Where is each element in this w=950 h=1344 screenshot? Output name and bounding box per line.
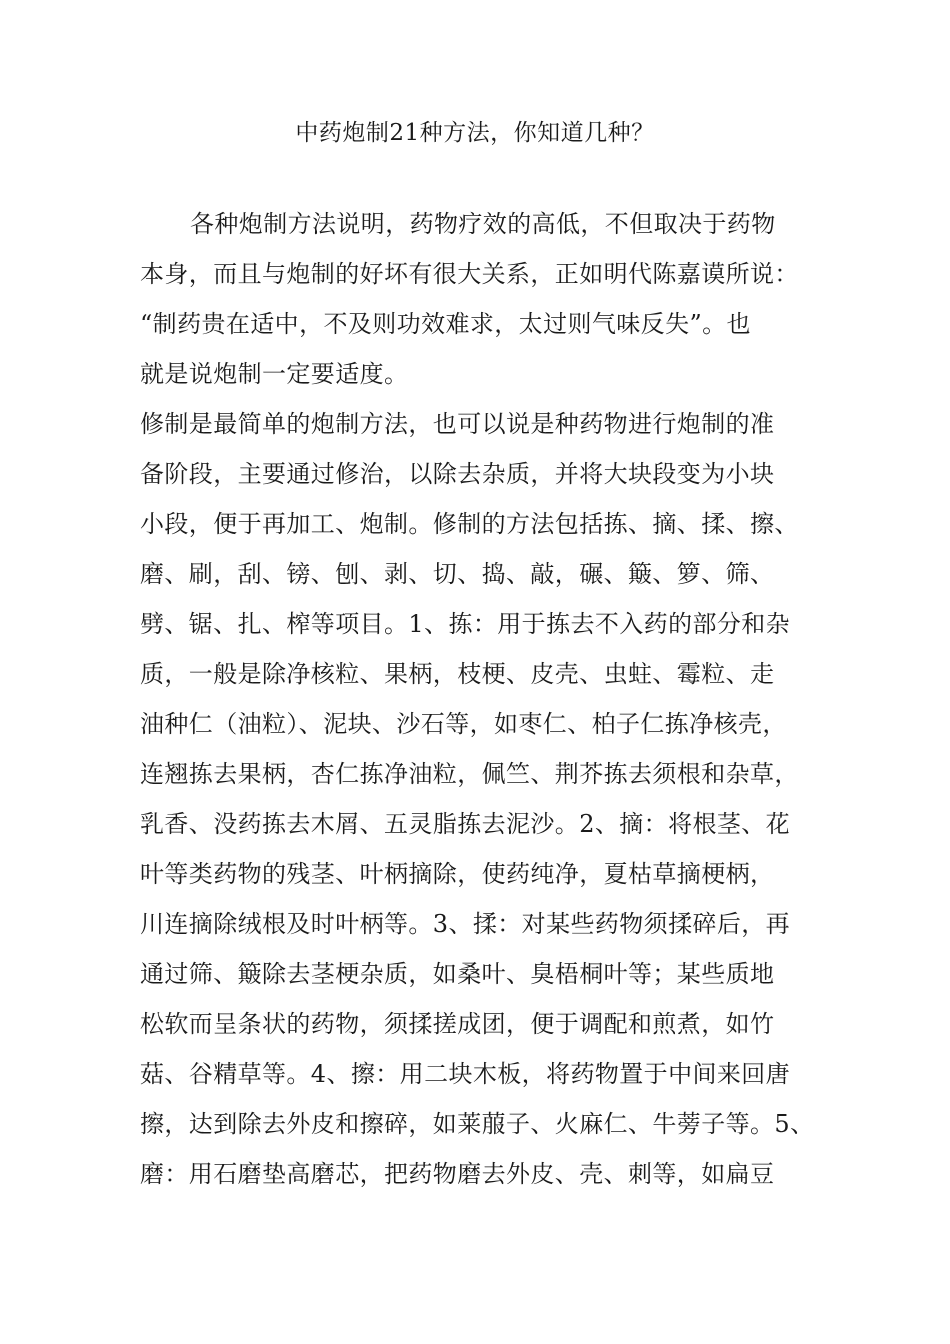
paragraph-line: 备阶段，主要通过修治，以除去杂质，并将大块段变为小块 [140,460,775,488]
paragraph-line: 松软而呈条状的药物，须揉搓成团，便于调配和煎煮，如竹 [140,1010,775,1038]
paragraph-line: 磨：用石磨垫高磨芯，把药物磨去外皮、壳、刺等，如扁豆 [140,1160,775,1188]
paragraph-line: 叶等类药物的残茎、叶柄摘除，使药纯净，夏枯草摘梗柄， [140,860,775,888]
paragraph-line: 油种仁（油粒）、泥块、沙石等，如枣仁、柏子仁拣净核壳， [140,710,787,738]
paragraph-line: 乳香、没药拣去木屑、五灵脂拣去泥沙。2、摘：将根茎、花 [140,810,791,838]
paragraph-line: 劈、锯、扎、榨等项目。1、拣：用于拣去不入药的部分和杂 [140,610,791,638]
paragraph-line: 就是说炮制一定要适度。 [140,360,409,388]
paragraph-line: 小段，便于再加工、炮制。修制的方法包括拣、摘、揉、擦、 [140,510,799,538]
document-title: 中药炮制21种方法，你知道几种？ [295,120,655,146]
paragraph-line: 磨、刷，刮、镑、刨、剥、切、捣、敲，碾、簸、箩、筛、 [140,560,775,588]
paragraph-line: 连翘拣去果柄，杏仁拣净油粒，佩竺、荆芥拣去须根和杂草， [140,760,799,788]
paragraph-line: 通过筛、簸除去茎梗杂质，如桑叶、臭梧桐叶等；某些质地 [140,960,775,988]
paragraph-line: 修制是最简单的炮制方法，也可以说是种药物进行炮制的准 [140,410,775,438]
paragraph-line: 擦，达到除去外皮和擦碎，如莱菔子、火麻仁、牛蒡子等。5、 [140,1110,815,1138]
paragraph-line: 质，一般是除净核粒、果柄，枝梗、皮壳、虫蛀、霉粒、走 [140,660,775,688]
paragraph-line: 各种炮制方法说明，药物疗效的高低，不但取决于药物 [190,210,776,238]
paragraph-line: 川连摘除绒根及时叶柄等。3、揉：对某些药物须揉碎后，再 [140,910,791,938]
paragraph-line: 本身，而且与炮制的好坏有很大关系，正如明代陈嘉谟所说： [140,260,799,288]
paragraph-line: “制药贵在适中，不及则功效难求，太过则气味反失”。也 [140,310,751,338]
paragraph-line: 菇、谷精草等。4、擦：用二块木板，将药物置于中间来回唐 [140,1060,791,1088]
